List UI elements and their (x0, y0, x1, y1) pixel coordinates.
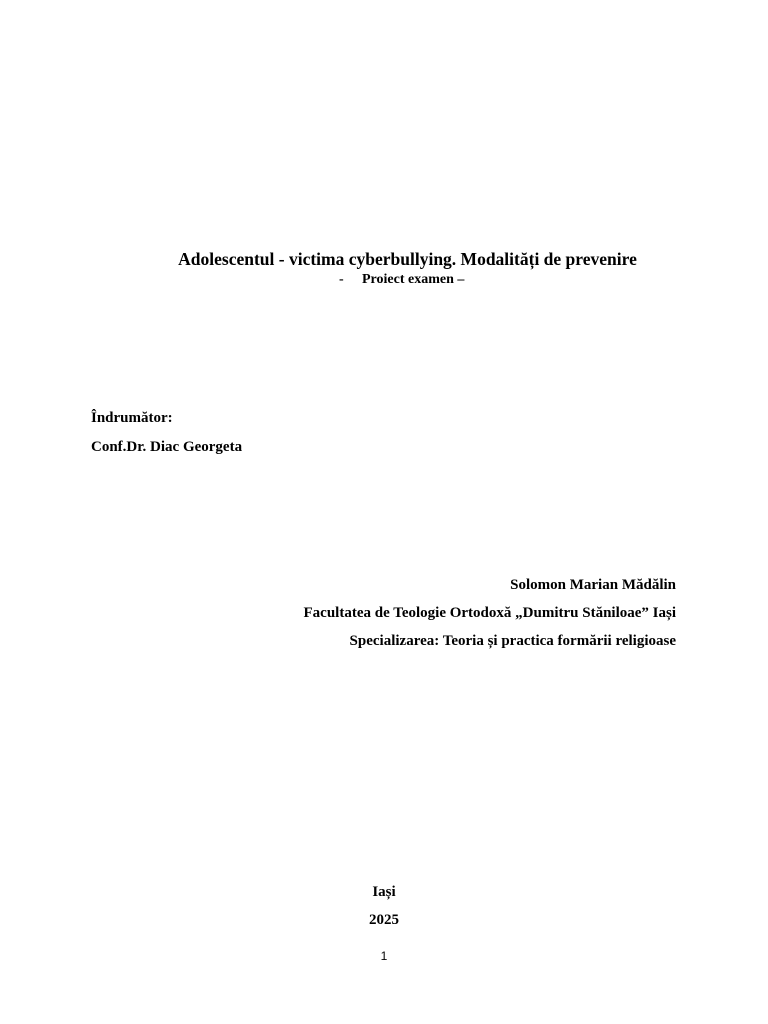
city: Iași (372, 884, 396, 900)
author-name: Solomon Marian Mădălin (510, 577, 676, 593)
page-number: 1 (380, 949, 388, 963)
faculty-name: Facultatea de Teologie Ortodoxă „Dumitru Stăniloae” Iași (303, 605, 676, 621)
specialization: Specializarea: Teoria și practica formării religioase (349, 633, 676, 649)
subtitle-dash: - (339, 272, 344, 287)
advisor-label: Îndrumător: (91, 410, 173, 426)
document-title: Adolescentul - victima cyberbullying. Modalități de prevenire (178, 249, 637, 269)
document-subtitle (339, 272, 464, 288)
advisor-name: Conf.Dr. Diac Georgeta (91, 439, 243, 455)
year: 2025 (369, 912, 399, 928)
subtitle-text: Proiect examen – (362, 272, 465, 287)
